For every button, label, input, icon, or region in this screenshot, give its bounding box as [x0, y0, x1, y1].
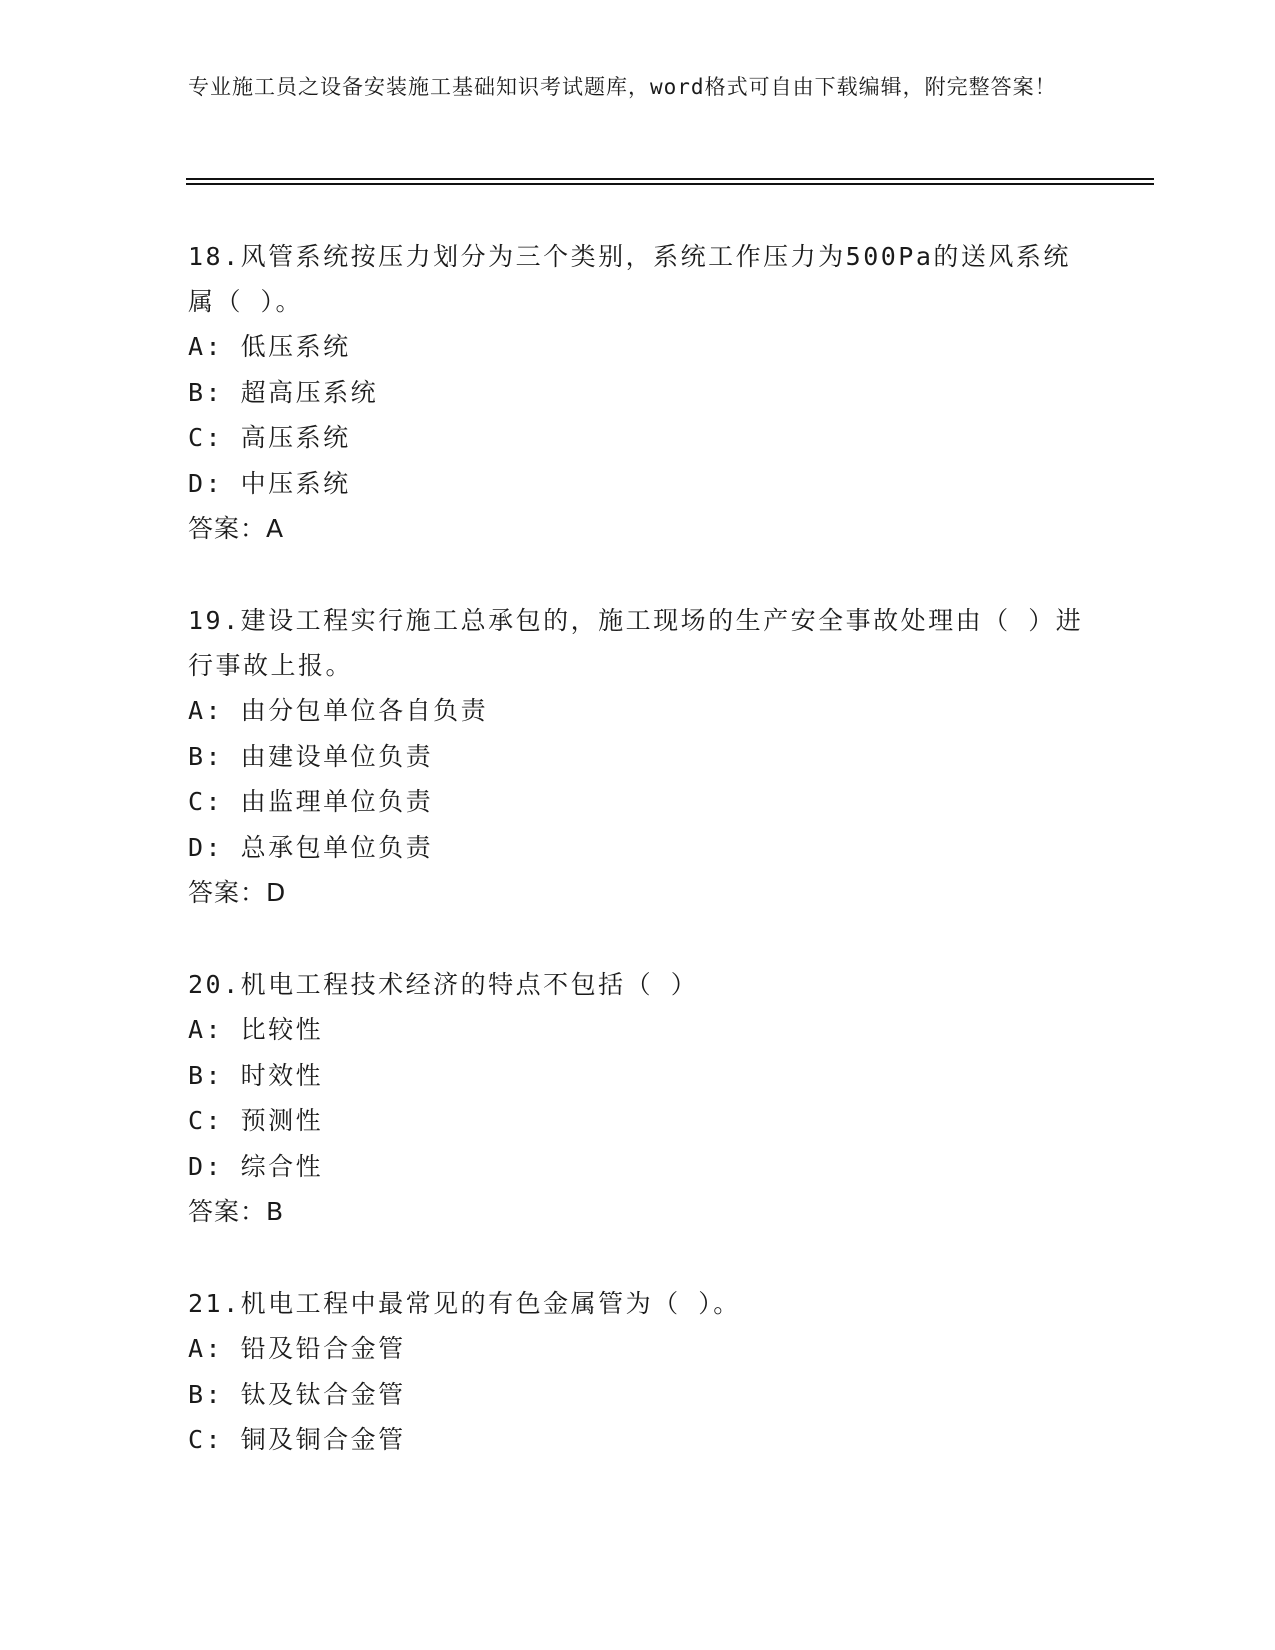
option-b: B: 时效性: [188, 1060, 324, 1090]
option-b: B: 超高压系统: [188, 377, 379, 407]
option-a: A: 比较性: [188, 1015, 324, 1044]
option-c: C: 由监理单位负责: [188, 787, 434, 816]
document-header: 专业施工员之设备安装施工基础知识考试题库，word格式可自由下载编辑，附完整答案！: [188, 75, 1057, 99]
question-stem: 20.机电工程技术经济的特点不包括（ ）: [188, 970, 699, 999]
question-19: [188, 598, 1088, 915]
question-21: [188, 1281, 1088, 1463]
answer: 答案：B: [188, 1197, 285, 1226]
option-a: A: 由分包单位各自负责: [188, 696, 489, 725]
answer: 答案：A: [188, 514, 285, 543]
option-b: B: 由建设单位负责: [188, 741, 434, 771]
question-20: [188, 962, 1088, 1234]
option-d: D: 总承包单位负责: [188, 832, 434, 862]
question-stem: 18.风管系统按压力划分为三个类别，系统工作压力为500Pa的送风系统属（ ）。: [188, 242, 1071, 316]
option-a: A: 铅及铅合金管: [188, 1334, 406, 1363]
option-b: B: 钛及钛合金管: [188, 1379, 406, 1409]
question-18: [188, 234, 1088, 551]
option-a: A: 低压系统: [188, 332, 351, 361]
header-divider-bottom: [186, 183, 1154, 185]
option-c: C: 铜及铜合金管: [188, 1425, 406, 1454]
question-stem: 21.机电工程中最常见的有色金属管为（ ）。: [188, 1289, 741, 1318]
option-d: D: 中压系统: [188, 468, 351, 498]
header-divider-top: [186, 178, 1154, 180]
answer: 答案：D: [188, 878, 287, 907]
question-stem: 19.建设工程实行施工总承包的，施工现场的生产安全事故处理由（ ）进行事故上报。: [188, 606, 1084, 680]
option-c: C: 高压系统: [188, 423, 351, 452]
option-c: C: 预测性: [188, 1106, 324, 1135]
option-d: D: 综合性: [188, 1151, 324, 1181]
